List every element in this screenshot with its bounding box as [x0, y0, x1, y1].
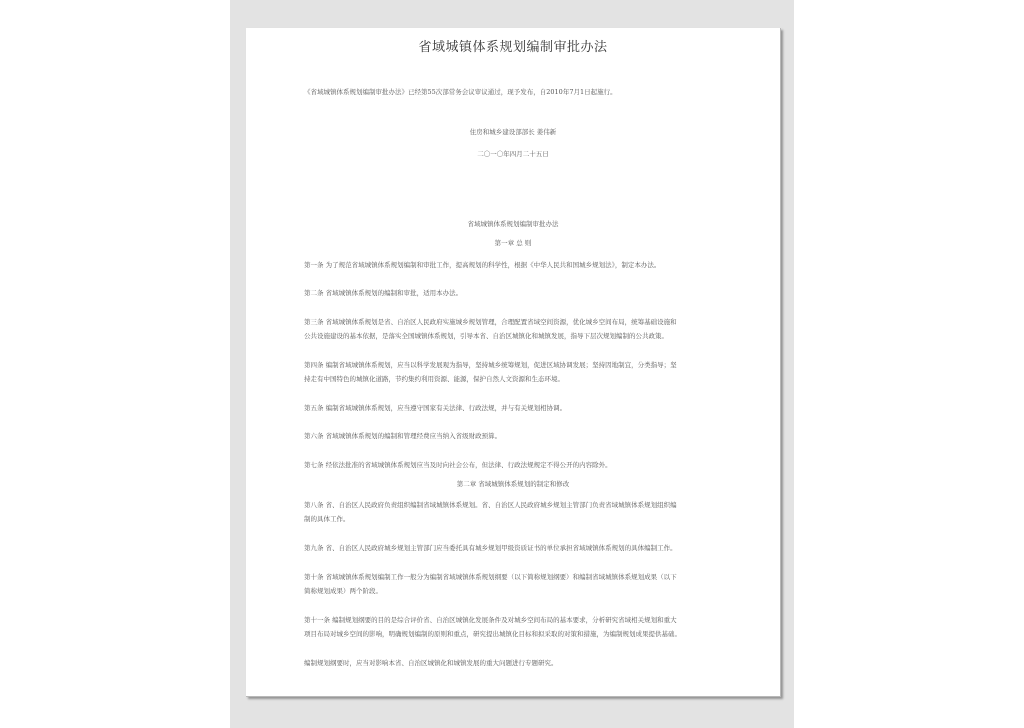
article-line: 第三条 省域城镇体系规划是省、自治区人民政府实施城乡规划管理，合理配置省域空间资源，优化城乡空间布局，统筹基础设施和 [304, 318, 677, 326]
article-line: 第八条 省、自治区人民政府负责组织编制省域城镇体系规划。省、自治区人民政府城乡规划主管部门负责省域城镇体系规划组织编 [304, 501, 677, 509]
article-line: 第五条 编制省域城镇体系规划，应当遵守国家有关法律、行政法规，并与有关规划相协调。 [304, 404, 567, 412]
article-line: 持走有中国特色的城镇化道路，节约集约利用资源、能源，保护自然人文资源和生态环境。 [304, 375, 564, 383]
article-line: 制的具体工作。 [304, 515, 350, 523]
article-line: 第七条 经依法批准的省域城镇体系规划应当及时向社会公布，但法律、行政法规规定不得公开的内容除外。 [304, 461, 612, 469]
article-line: 第十条 省域城镇体系规划编制工作一般分为编制省域城镇体系规划纲要（以下简称规划纲要）和编制省域城镇体系规划成果（以下 [304, 573, 677, 581]
article-line: 公共设施建设的基本依据，是落实全国城镇体系规划，引导本省、自治区城镇化和城镇发展，指导下层次规划编制的公共政策。 [304, 332, 668, 340]
body-heading: 省域城镇体系规划编制审批办法 [467, 220, 559, 228]
article-line: 第四条 编制省域城镇体系规划，应当以科学发展观为指导，坚持城乡统筹规划，促进区域协调发展；坚持因地制宜，分类指导；坚 [304, 361, 677, 369]
article-line: 项目布局对城乡空间的影响，明确规划编制的原则和重点，研究提出城镇化目标和拟采取的对策和措施，为编制规划成果提供基础。 [304, 630, 681, 638]
article-line: 第二条 省域城镇体系规划的编制和审批，适用本办法。 [304, 289, 463, 297]
article-line: 第十一条 编制规划纲要的目的是综合评价省、自治区城镇化发展条件及对城乡空间布局的基本要求，分析研究省域相关规划和重大 [304, 616, 677, 624]
article-line: 简称规划成果）两个阶段。 [304, 587, 382, 595]
document-title: 省域城镇体系规划编制审批办法 [418, 40, 608, 55]
article-line: 编制规划纲要时，应当对影响本省、自治区城镇化和城镇发展的重大问题进行专题研究。 [304, 659, 558, 667]
chapter-heading: 第一章 总 则 [494, 239, 532, 247]
promulgation-text: 《省域城镇体系规划编制审批办法》已经第55次部常务会议审议通过，现予发布，自2010年7月1日起施行。 [304, 88, 617, 96]
signatory-line: 住房和城乡建设部部长 姜伟新 [469, 128, 557, 136]
chapter-heading: 第二章 省域城镇体系规划的制定和修改 [456, 480, 570, 488]
article-line: 第九条 省、自治区人民政府城乡规划主管部门应当委托具有城乡规划甲级资质证书的单位承担省域城镇体系规划的具体编制工作。 [304, 544, 677, 552]
article-line: 第六条 省域城镇体系规划的编制和管理经费应当纳入省级财政预算。 [304, 432, 502, 440]
article-line: 第一条 为了规范省域城镇体系规划编制和审批工作，提高规划的科学性，根据《中华人民共和国城乡规划法》，制定本办法。 [304, 261, 661, 269]
document-page [246, 28, 781, 697]
date-line: 二〇一〇年四月二十五日 [477, 150, 549, 158]
